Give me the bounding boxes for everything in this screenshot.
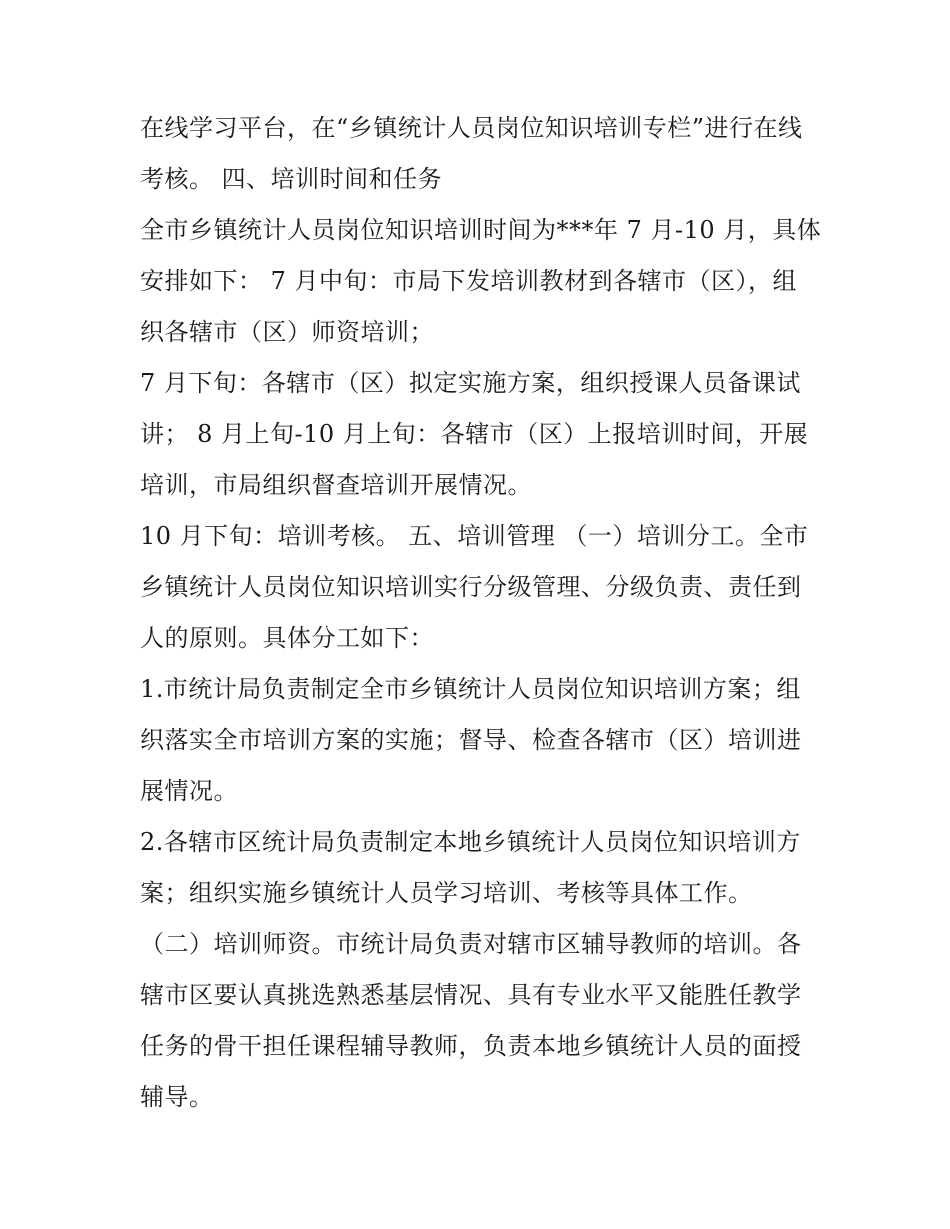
- text-line: 1.市统计局负责制定全市乡镇统计人员岗位知识培训方案；组: [140, 675, 801, 703]
- text-line: 辖市区要认真挑选熟悉基层情况、具有专业水平又能胜任教学: [140, 981, 802, 1009]
- text-line: 2.各辖市区统计局负责制定本地乡镇统计人员岗位知识培训方: [140, 828, 801, 856]
- text-line: 案；组织实施乡镇统计人员学习培训、考核等具体工作。: [140, 879, 753, 907]
- text-line: （二）培训师资。市统计局负责对辖市区辅导教师的培训。各: [140, 930, 802, 958]
- text-line: 培训，市局组织督查培训开展情况。: [140, 471, 532, 499]
- text-line: 展情况。: [140, 777, 238, 805]
- text-line: 考核。 四、培训时间和任务: [140, 165, 443, 193]
- text-line: 10 月下旬：培训考核。 五、培训管理 （一）培训分工。全市: [140, 522, 809, 550]
- text-line: 人的原则。具体分工如下：: [140, 624, 434, 652]
- text-line: 织各辖市（区）师资培训；: [140, 318, 434, 346]
- text-line: 织落实全市培训方案的实施；督导、检查各辖市（区）培训进: [140, 726, 802, 754]
- text-line: 全市乡镇统计人员岗位知识培训时间为***年 7 月-10 月，具体: [140, 216, 822, 244]
- text-line: 在线学习平台，在“乡镇统计人员岗位知识培训专栏”进行在线: [140, 114, 803, 142]
- text-line: 乡镇统计人员岗位知识培训实行分级管理、分级负责、责任到: [140, 573, 802, 601]
- text-line: 讲； 8 月上旬-10 月上旬：各辖市（区）上报培训时间，开展: [140, 420, 809, 448]
- text-line: 7 月下旬：各辖市（区）拟定实施方案，组织授课人员备课试: [140, 369, 801, 397]
- text-line: 任务的骨干担任课程辅导教师，负责本地乡镇统计人员的面授: [140, 1032, 802, 1060]
- text-line: 辅导。: [140, 1083, 214, 1111]
- text-line: 安排如下： 7 月中旬：市局下发培训教材到各辖市（区），组: [140, 267, 798, 295]
